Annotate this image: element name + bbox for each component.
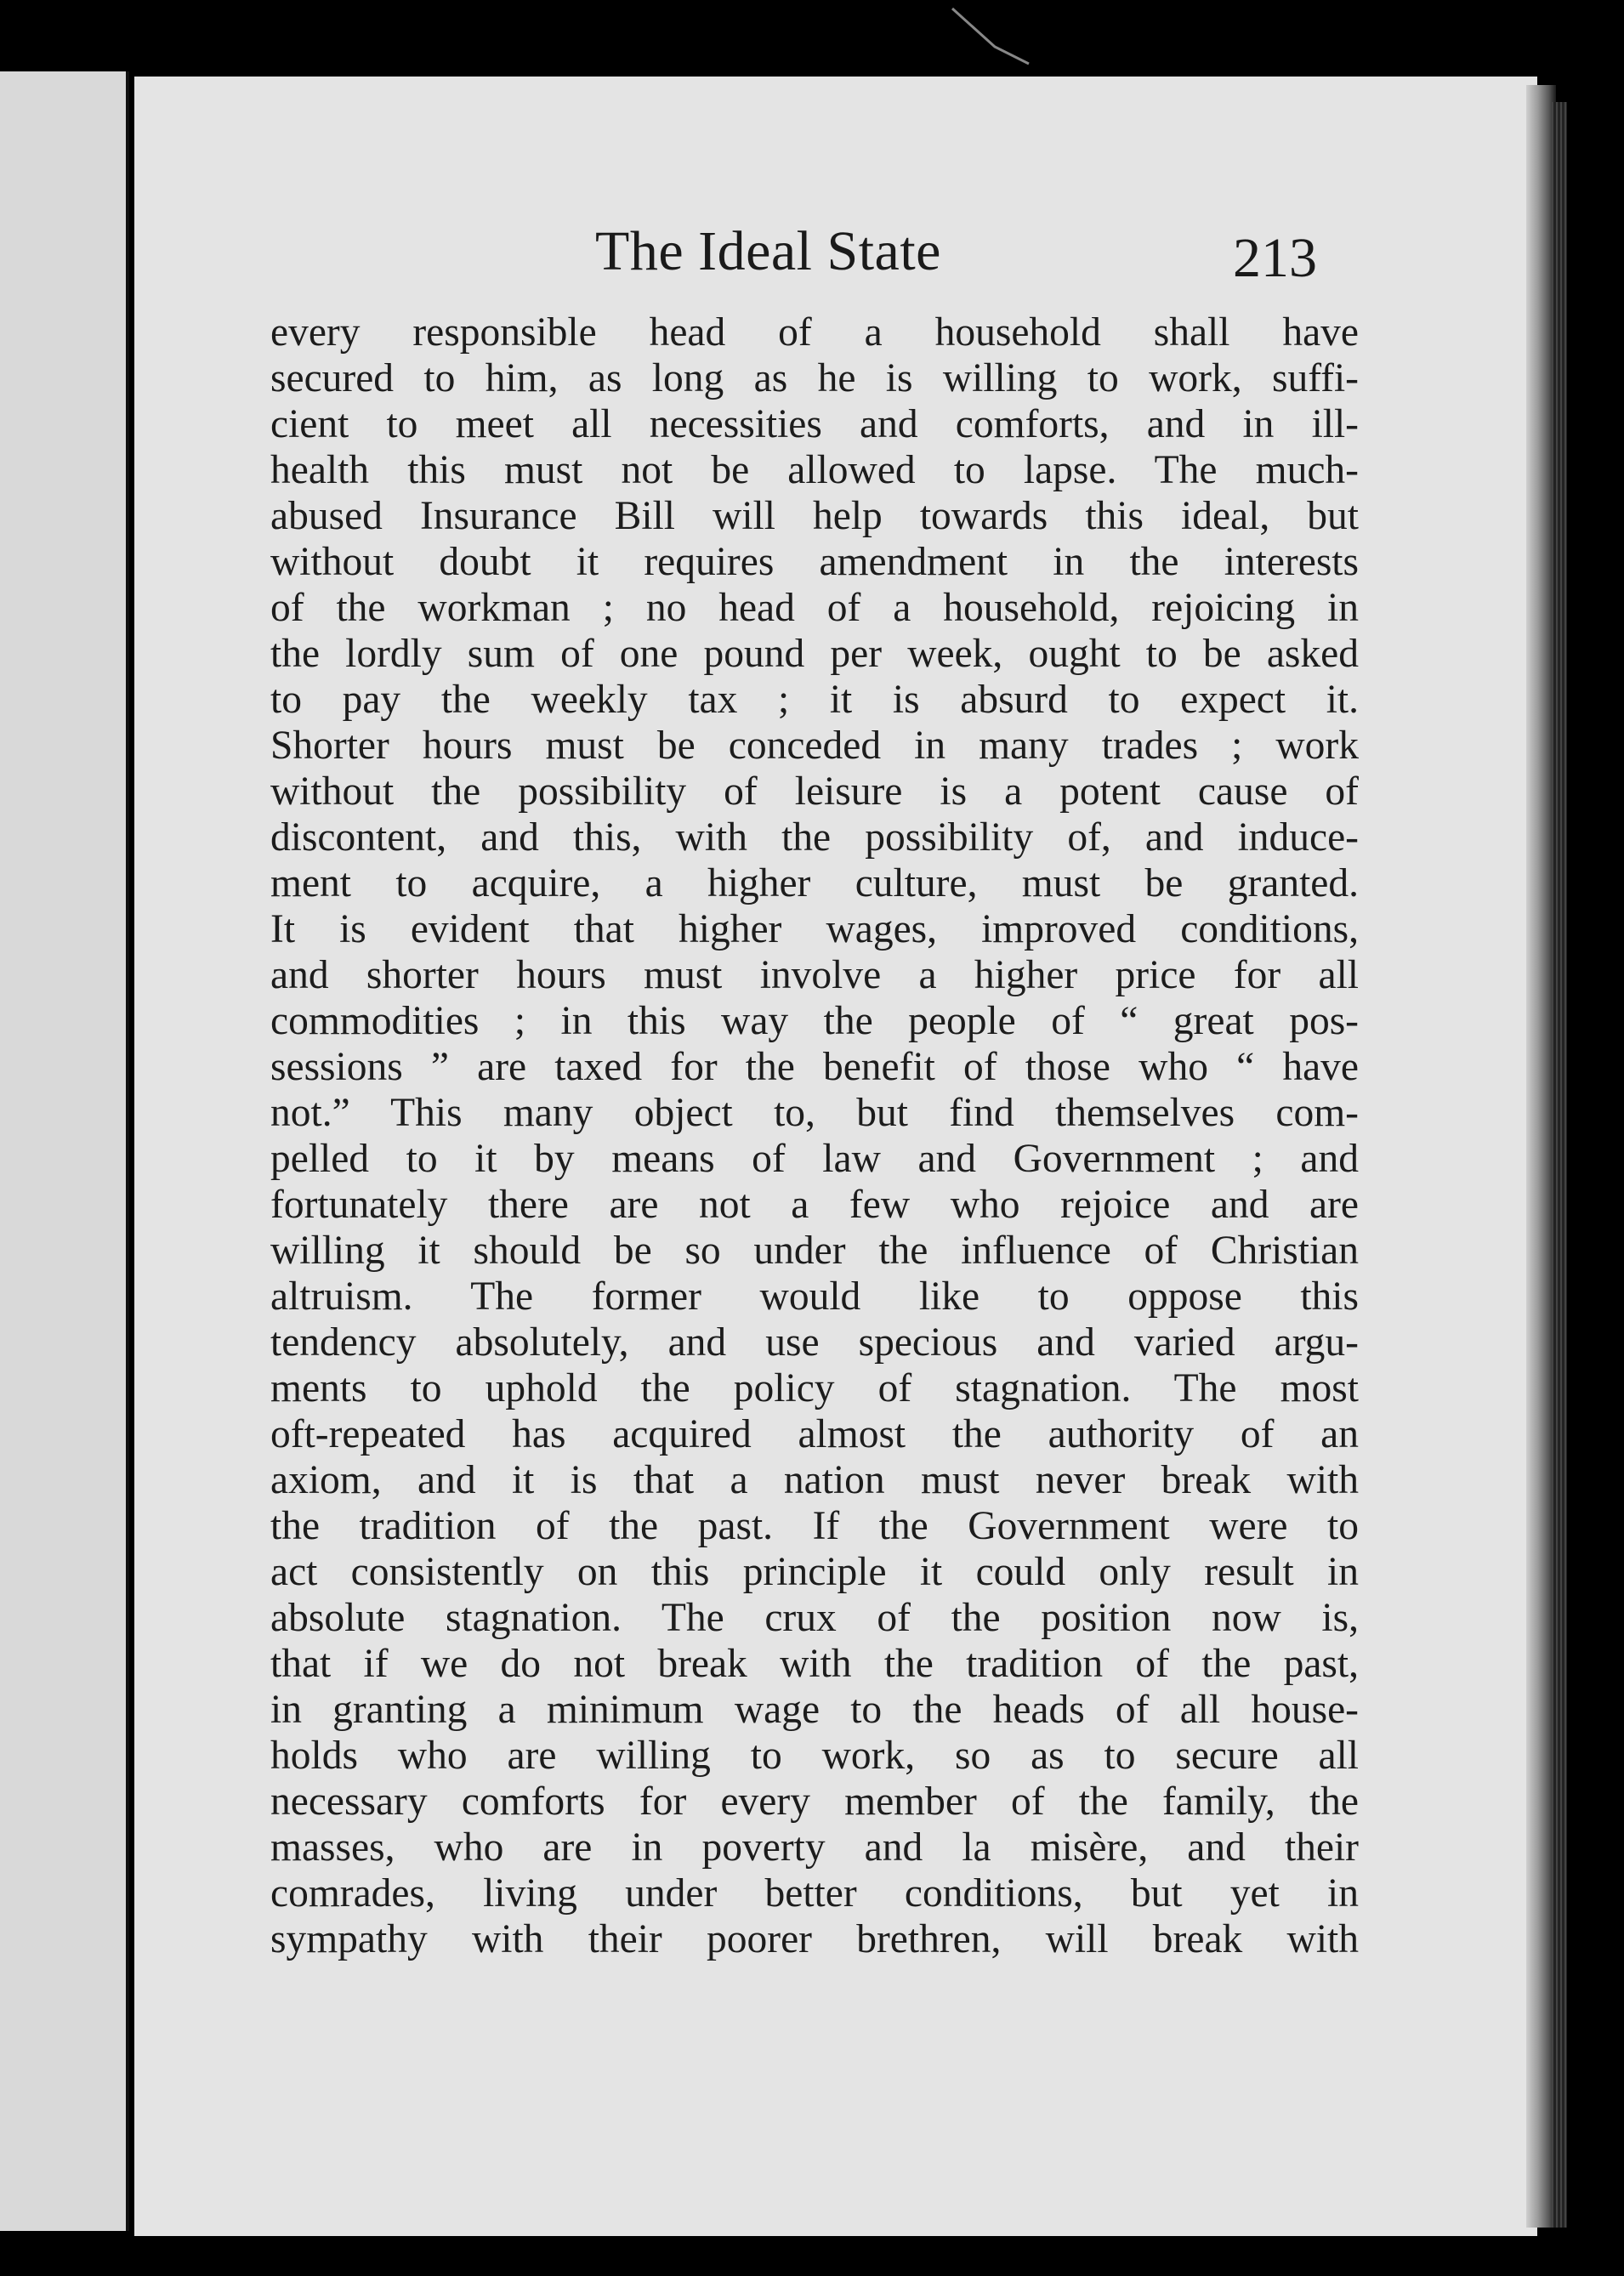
text-line: act consistently on this principle it could only result in: [270, 1550, 1359, 1594]
text-line: secured to him, as long as he is willing to work, suffi-: [270, 356, 1359, 400]
text-line: and shorter hours must involve a higher price for all: [270, 953, 1359, 997]
text-line: pelled to it by means of law and Government ; and: [270, 1137, 1359, 1181]
text-line: absolute stagnation. The crux of the position now is,: [270, 1596, 1359, 1640]
text-line: discontent, and this, with the possibility of, and induce-: [270, 815, 1359, 860]
text-line: to pay the weekly tax ; it is absurd to expect it.: [270, 678, 1359, 722]
running-head: The Ideal State: [595, 220, 941, 282]
text-line: tendency absolutely, and use specious and varied argu-: [270, 1320, 1359, 1365]
text-line: willing it should be so under the influence of Christian: [270, 1229, 1359, 1273]
text-line: without doubt it requires amendment in the interests: [270, 540, 1359, 584]
text-line: comrades, living under better conditions, but yet in: [270, 1871, 1359, 1916]
text-line: sympathy with their poorer brethren, will break with: [270, 1917, 1359, 1961]
page-number: 213: [1233, 227, 1317, 289]
text-line: altruism. The former would like to oppose this: [270, 1274, 1359, 1319]
text-line: ment to acquire, a higher culture, must be granted.: [270, 861, 1359, 905]
text-line: not.” This many object to, but find themselves com-: [270, 1091, 1359, 1135]
text-line: Shorter hours must be conceded in many trades ; work: [270, 724, 1359, 768]
text-line: the lordly sum of one pound per week, ought to be asked: [270, 632, 1359, 676]
text-line: It is evident that higher wages, improved conditions,: [270, 907, 1359, 951]
facing-page-edge: [0, 71, 128, 2231]
text-line: commodities ; in this way the people of “ great pos-: [270, 999, 1359, 1043]
page-header: [595, 219, 1360, 287]
text-line: in granting a minimum wage to the heads of all house-: [270, 1688, 1359, 1732]
text-line: the tradition of the past. If the Government were to: [270, 1504, 1359, 1548]
text-line: cient to meet all necessities and comforts, and in ill-: [270, 402, 1359, 446]
scan-artifact-mark: [944, 0, 1037, 68]
text-line: fortunately there are not a few who rejoice and are: [270, 1183, 1359, 1227]
text-line: that if we do not break with the tradition of the past,: [270, 1642, 1359, 1686]
text-line: health this must not be allowed to lapse. The much-: [270, 448, 1359, 492]
text-line: necessary comforts for every member of the family, the: [270, 1779, 1359, 1824]
text-line: axiom, and it is that a nation must never break with: [270, 1458, 1359, 1502]
stacked-page-edges: [1552, 102, 1567, 2228]
text-line: holds who are willing to work, so as to secure all: [270, 1734, 1359, 1778]
text-line: masses, who are in poverty and la misère, and their: [270, 1825, 1359, 1870]
gutter-shadow: [126, 71, 129, 2231]
text-line: sessions ” are taxed for the benefit of those who “ have: [270, 1045, 1359, 1089]
text-line: of the workman ; no head of a household, rejoicing in: [270, 586, 1359, 630]
text-line: abused Insurance Bill will help towards this ideal, but: [270, 494, 1359, 538]
text-line: ments to uphold the policy of stagnation. The most: [270, 1366, 1359, 1410]
text-line: oft-repeated has acquired almost the authority of an: [270, 1412, 1359, 1456]
text-line: every responsible head of a household shall have: [270, 310, 1359, 355]
text-line: without the possibility of leisure is a potent cause of: [270, 769, 1359, 814]
body-text: [270, 309, 1359, 1962]
